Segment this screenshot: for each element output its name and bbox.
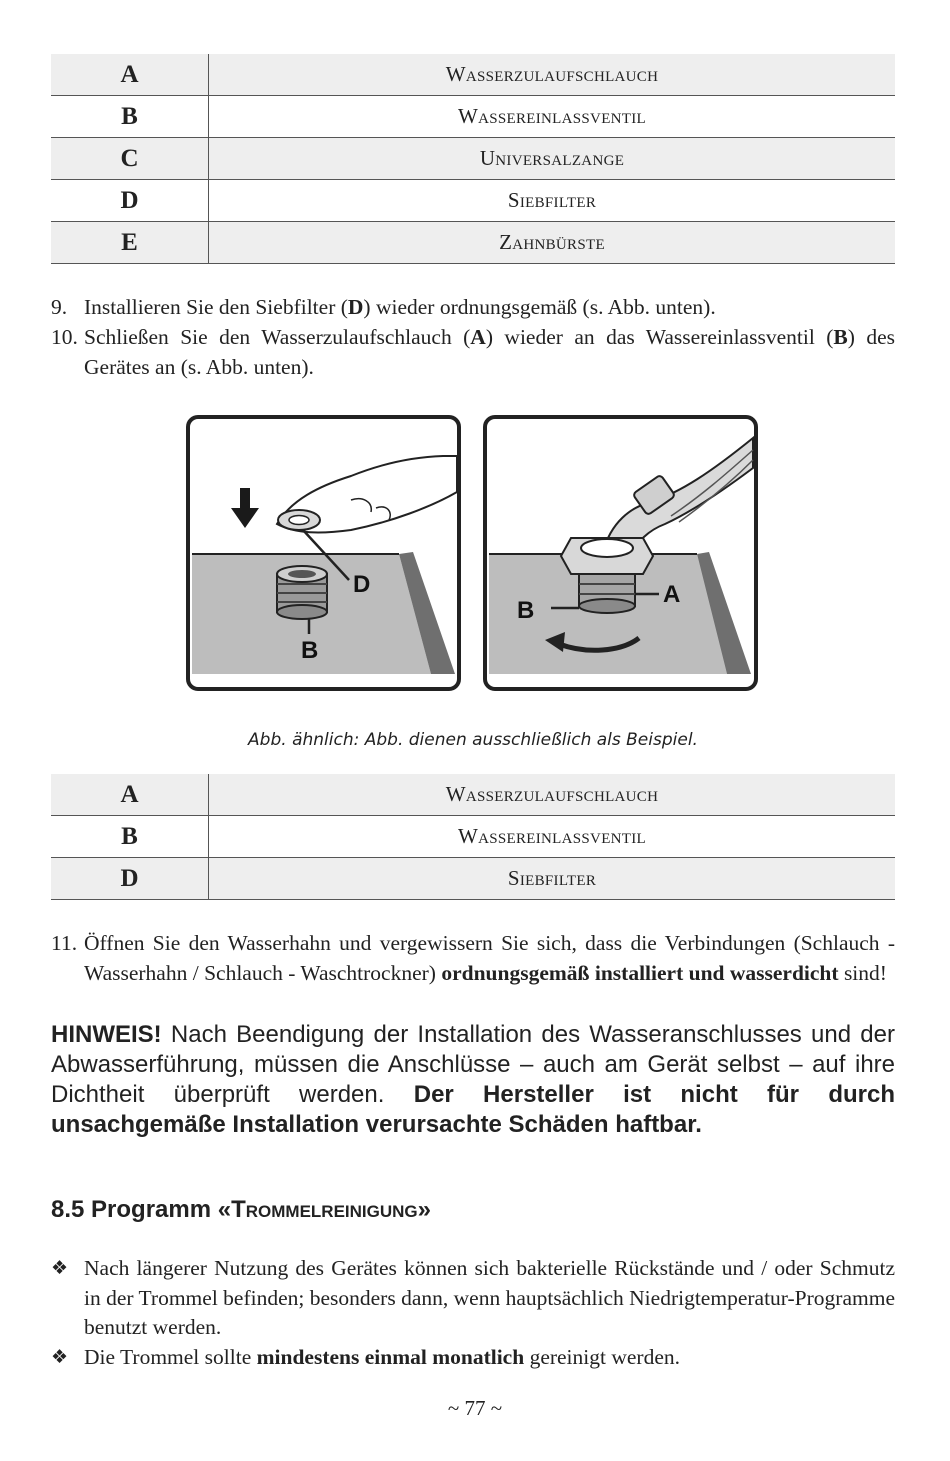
step-number: 9. xyxy=(51,295,68,319)
table-row xyxy=(51,54,895,96)
bullet-text: Nach längerer Nutzung des Gerätes können sich bakterielle Rückstände und / oder Schmutz in der Trommel befinden; besonders dann, wenn hauptsächlich Niedrigtemperatur-Programme benutzt werden. xyxy=(84,1256,895,1339)
table-row xyxy=(51,816,895,858)
step-text xyxy=(84,928,895,988)
part-name: Wasserzulaufschlauch xyxy=(209,54,896,96)
bullet-text-part: Die Trommel sollte xyxy=(84,1344,257,1369)
page-content xyxy=(51,54,895,1372)
bullet-text-part: gereinigt werden. xyxy=(524,1344,680,1369)
notice-text: Nach Beendigung der Installation des Wasseranschlusses und der Abwasserführung, müssen die Anschlüsse – auch am Gerät selbst – auf ihre Dichtheit überprüft werden. xyxy=(51,1021,895,1108)
part-key: B xyxy=(51,96,209,138)
parts-table-2 xyxy=(51,774,895,900)
part-key: B xyxy=(51,816,209,858)
step-list xyxy=(51,292,895,382)
inlet-valve xyxy=(277,566,327,619)
parts-table-1 xyxy=(51,54,895,264)
step-number: 10. xyxy=(51,325,78,349)
hose-connect-panel xyxy=(485,417,756,689)
section-heading xyxy=(51,1196,895,1224)
bullet-text xyxy=(84,1343,895,1373)
part-name: Wassereinlassventil xyxy=(209,96,896,138)
list-item xyxy=(51,1343,895,1373)
step-text-part: Installieren Sie den Siebfilter ( xyxy=(84,295,348,319)
step-number: 11. xyxy=(51,931,78,955)
notice-liability: Der Hersteller ist nicht für durch unsachgemäße Installation verursachte Schäden haftbar. xyxy=(51,1081,895,1138)
table-row xyxy=(51,180,895,222)
heading-program-name: Trommelreinigung xyxy=(231,1196,418,1223)
heading-prefix: 8.5 Programm « xyxy=(51,1196,232,1223)
part-key: D xyxy=(51,180,209,222)
diamond-bullet-icon: ❖ xyxy=(51,1257,69,1279)
step-text-part: ) wieder an das Wassereinlassventil ( xyxy=(485,325,834,349)
part-name: Wasserzulaufschlauch xyxy=(209,774,896,816)
step-text-part: ) des Gerätes an (s. Abb. unten). xyxy=(84,325,896,379)
part-name: Wassereinlassventil xyxy=(209,816,896,858)
step-list-2 xyxy=(51,928,895,988)
step-text-bold: ordnungsgemäß installiert und wasserdicht xyxy=(441,961,839,985)
step-text xyxy=(84,322,895,382)
part-name: Siebfilter xyxy=(209,180,896,222)
step-text-part: Schließen Sie den Wasserzulaufschlauch ( xyxy=(84,325,471,349)
label-d: D xyxy=(353,571,371,598)
installation-illustration xyxy=(51,412,895,712)
diamond-bullet-icon: ❖ xyxy=(51,1345,69,1368)
step-text-part: ) wieder ordnungsgemäß (s. Abb. unten). xyxy=(363,295,716,319)
part-key: A xyxy=(51,54,209,96)
bullet-text-bold: mindestens einmal monatlich xyxy=(256,1344,525,1369)
figure-caption: Abb. ähnlich: Abb. dienen ausschließlich als Beispiel. xyxy=(248,730,698,750)
step-text xyxy=(84,292,895,322)
step-text-part: Öffnen Sie den Wasserhahn und vergewissern Sie sich, dass die Verbindungen (Schlauch - Wasserhahn / Schlauch - Waschtrockner) xyxy=(84,931,895,985)
step-text-part: sind! xyxy=(838,961,887,985)
notice-paragraph xyxy=(51,1020,895,1140)
step-text-bold: A xyxy=(470,325,486,349)
heading-suffix: » xyxy=(417,1196,431,1223)
table-row xyxy=(51,138,895,180)
table-row xyxy=(51,222,895,264)
label-b: B xyxy=(517,597,535,624)
list-item xyxy=(51,1254,895,1343)
part-key: D xyxy=(51,858,209,900)
label-b: B xyxy=(301,637,319,664)
installation-figure xyxy=(51,412,895,712)
step-item-10 xyxy=(51,322,895,382)
page-number: ~ 77 ~ xyxy=(447,1396,503,1420)
part-name: Zahnbürste xyxy=(209,222,896,264)
label-a: A xyxy=(663,581,681,608)
part-key: E xyxy=(51,222,209,264)
notice-label: HINWEIS! xyxy=(51,1021,162,1048)
step-item-9 xyxy=(51,292,895,322)
table-row xyxy=(51,96,895,138)
step-text-bold: D xyxy=(347,295,364,319)
step-text-bold: B xyxy=(833,325,848,349)
part-name: Siebfilter xyxy=(209,858,896,900)
bullet-list xyxy=(51,1254,895,1372)
part-name: Universalzange xyxy=(209,138,896,180)
part-key: C xyxy=(51,138,209,180)
table-row xyxy=(51,774,895,816)
step-item-11 xyxy=(51,928,895,988)
filter-install-panel xyxy=(188,417,459,689)
table-row xyxy=(51,858,895,900)
part-key: A xyxy=(51,774,209,816)
